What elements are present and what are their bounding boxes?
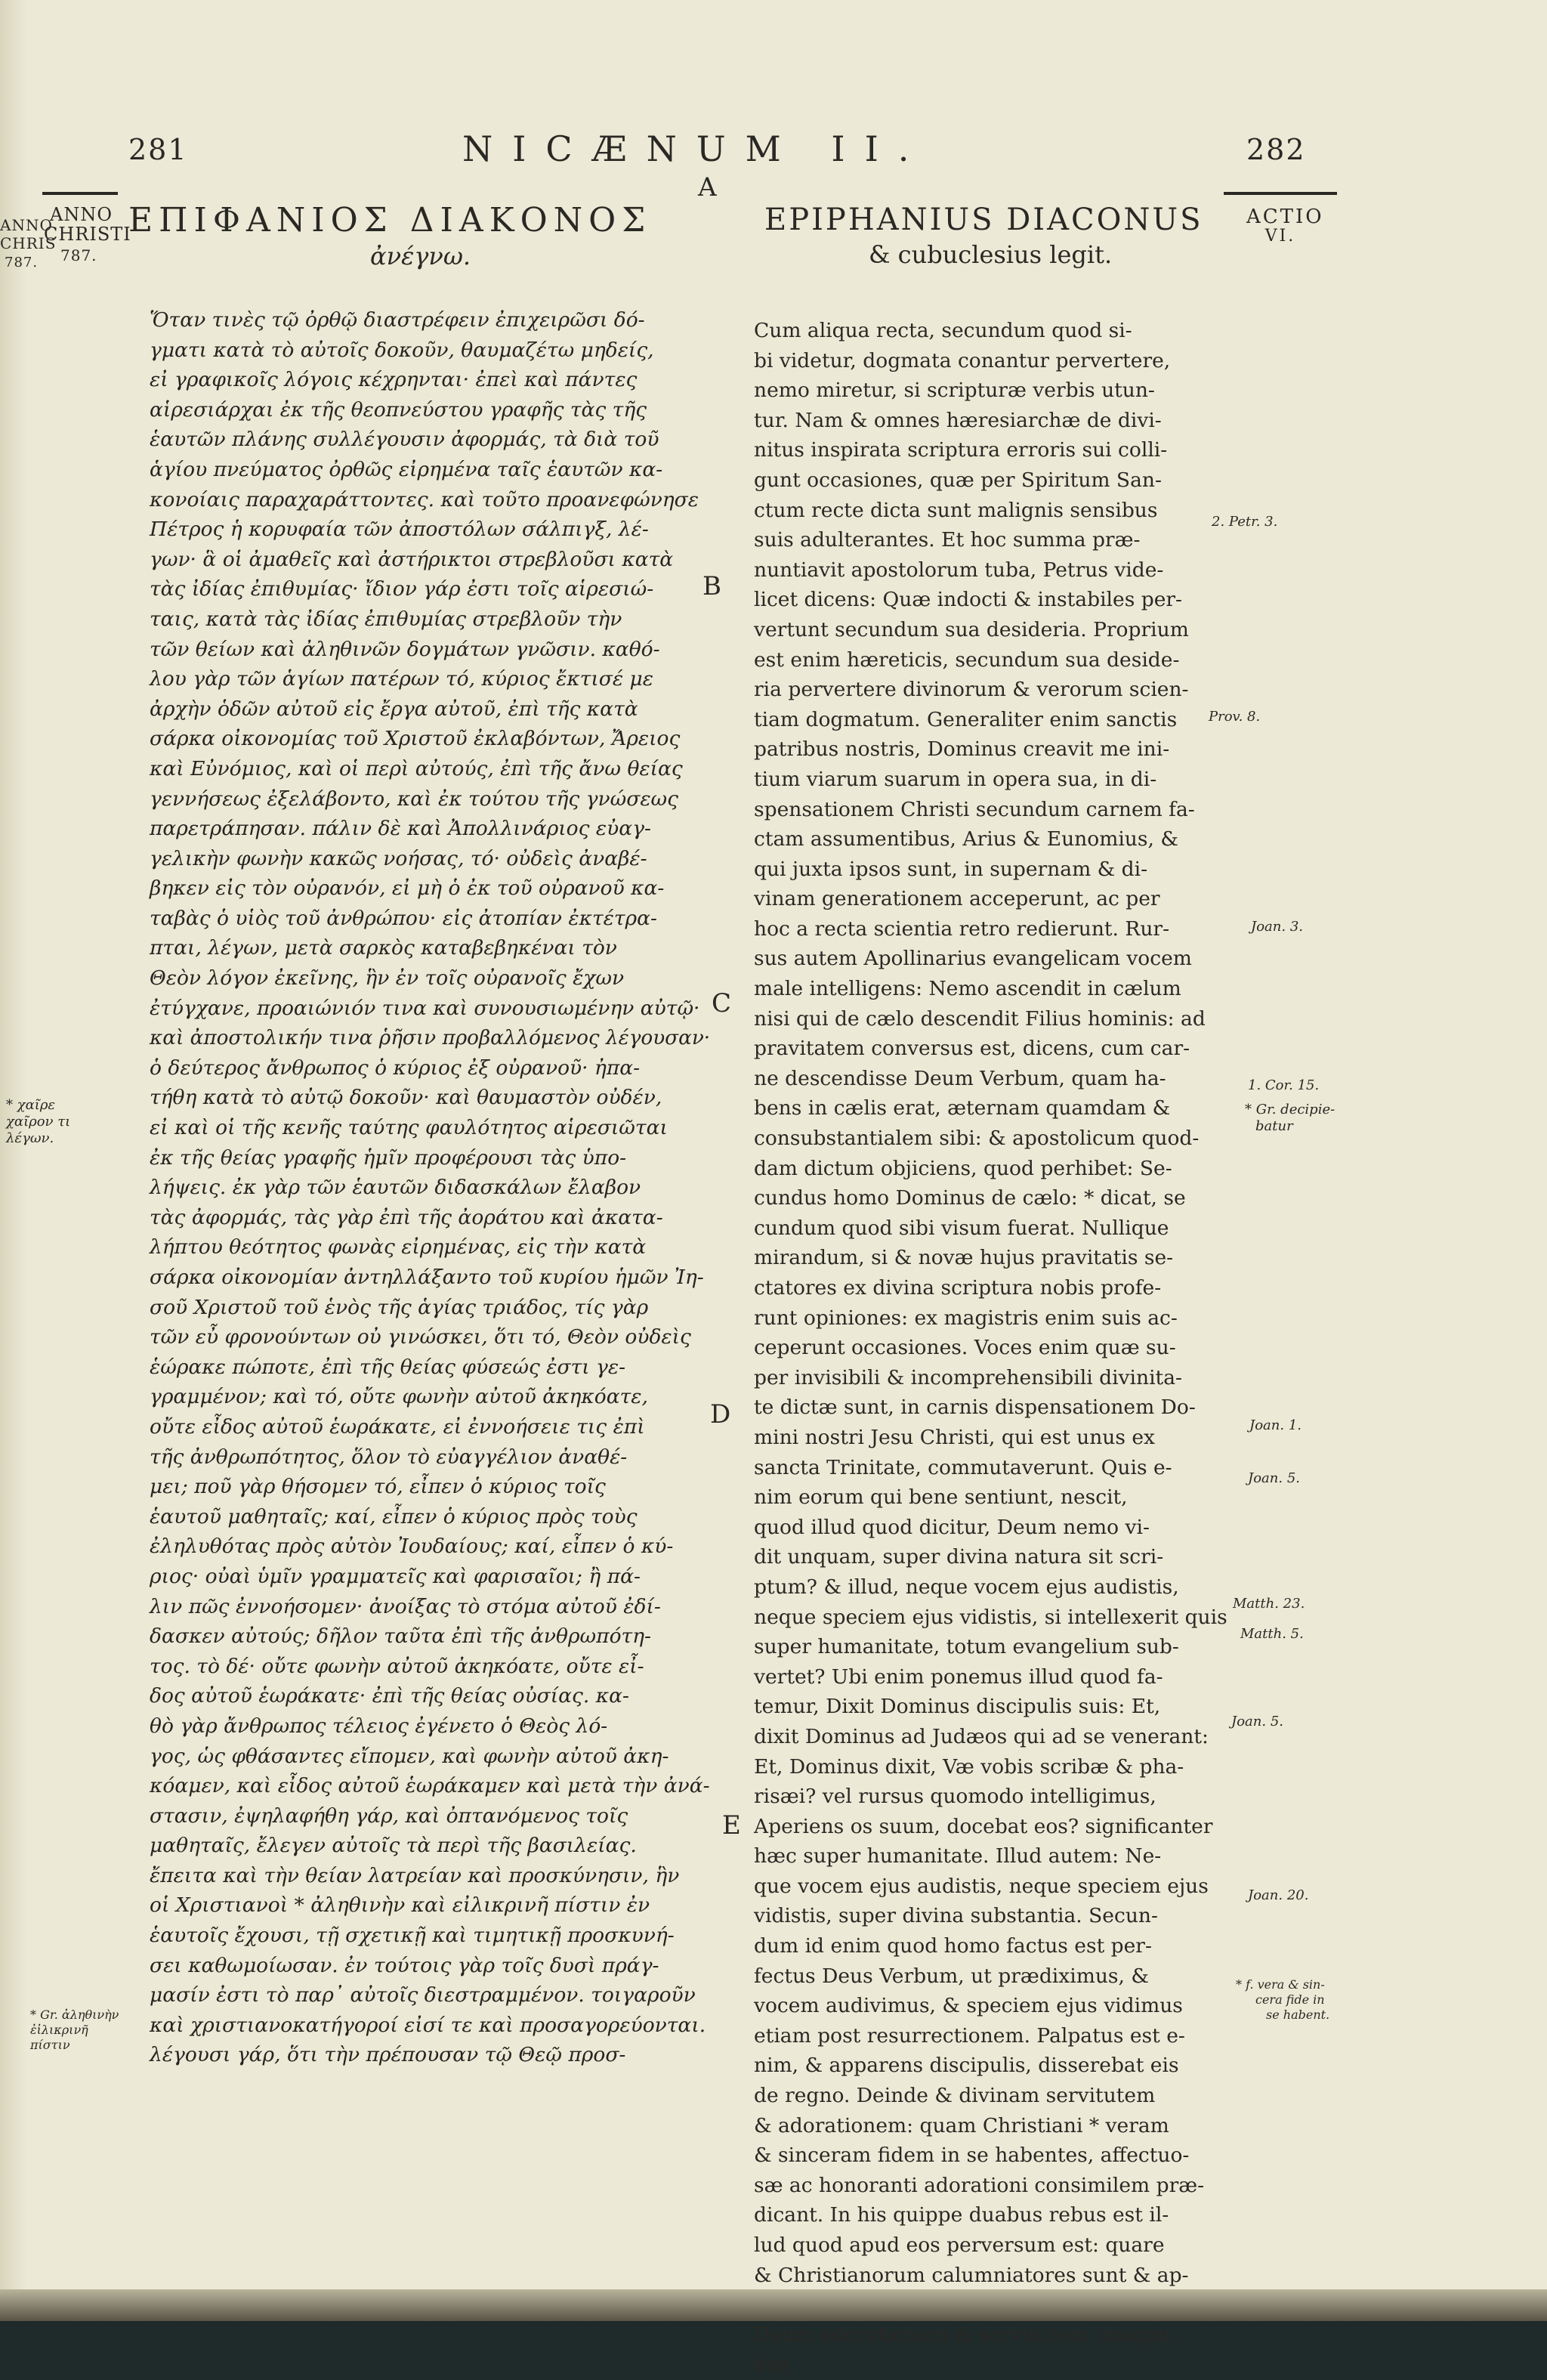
greek-text-line: σει καθωμοίωσαν. ἐν τούτοις γὰρ τοῖς δυσὶ πράγ-: [150, 1953, 659, 1977]
greek-text-line: οὔτε εἶδος αὐτοῦ ἑωράκατε, εἰ ἐννοήσειε τις ἐπὶ: [150, 1414, 645, 1439]
latin-text-line: Deum adorationem & servitutem imagini-: [754, 2323, 1178, 2347]
greek-text-line: Θεὸν λόγον ἐκεῖνης, ἣν ἐν τοῖς οὐρανοῖς ἔχων: [150, 966, 625, 991]
latin-text-line: gunt occasiones, quæ per Spiritum San-: [754, 468, 1162, 492]
greek-text-line: ἐληλυθότας πρὸς αὐτὸν Ἰουδαίους; καί, εἶπεν ὁ κύ-: [150, 1535, 674, 1559]
margin-ref: Joan. 5.: [1231, 1714, 1283, 1729]
running-title: NICÆNUM II.: [462, 128, 929, 169]
latin-text-line: dixit Dominus ad Judæos qui ad se venerant:: [754, 1724, 1209, 1748]
latin-heading-subtitle: & cubuclesius legit.: [869, 240, 1113, 269]
gutter-year: 787.: [5, 255, 39, 270]
greek-text-line: λου γὰρ τῶν ἁγίων πατέρων τό, κύριος ἔκτισέ με: [150, 667, 653, 691]
greek-text-line: σάρκα οἰκονομίαν ἀντηλλάξαντο τοῦ κυρίου ἡμῶν Ἰη-: [150, 1266, 704, 1289]
greek-text-line: βηκεν εἰς τὸν οὐρανόν, εἰ μὴ ὁ ἐκ τοῦ οὐρανοῦ κα-: [150, 876, 665, 901]
latin-text-line: fectus Deus Verbum, ut prædiximus, &: [754, 1964, 1149, 1988]
greek-text-line: γος, ὡς φθάσαντες εἴπομεν, καὶ φωνὴν αὐτοῦ ἀκη-: [150, 1744, 669, 1768]
greek-text-line: σάρκα οἰκονομίας τοῦ Χριστοῦ ἐκλαβόντων, Ἄρειος: [150, 727, 681, 751]
greek-text-line: ἀρχὴν ὁδῶν αὐτοῦ εἰς ἔργα αὐτοῦ, ἐπὶ τῆς κατὰ: [150, 697, 638, 721]
header-rule-left: [42, 192, 118, 195]
greek-text-line: ταις, κατὰ τὰς ἰδίας ἐπιθυμίας στρεβλοῦν τὴν: [150, 607, 622, 631]
greek-text-line: λήψεις. ἐκ γὰρ τῶν ἑαυτῶν διδασκάλων ἔλαβον: [150, 1176, 641, 1200]
margin-ref: Matth. 23.: [1233, 1596, 1305, 1612]
actio-label: ACTIO: [1246, 206, 1324, 228]
greek-text-column: [150, 305, 715, 2070]
section-marker-b: B: [702, 571, 721, 601]
binding-gutter: [0, 0, 27, 2321]
margin-note-chaire-1: * χαῖρε: [6, 1097, 56, 1113]
latin-text-line: nemo miretur, si scripturæ verbis utun-: [754, 379, 1155, 403]
greek-text-line: ἁγίου πνεύματος ὀρθῶς εἰρημένα ταῖς ἑαυτῶν κα-: [150, 457, 663, 481]
greek-text-line: γελικὴν φωνὴν κακῶς νοήσας, τό· οὐδεὶς ἀναβέ-: [150, 846, 647, 870]
greek-text-line: τῶν θείων καὶ ἀληθινῶν δογμάτων γνῶσιν. καθό-: [150, 637, 660, 661]
margin-note-chaire-3: λέγων.: [6, 1130, 54, 1146]
latin-text-line: nim, & apparens discipulis, disserebat eis: [754, 2054, 1179, 2078]
greek-text-line: εἰ γραφικοῖς λόγοις κέχρηνται· ἐπεὶ καὶ πάντες: [150, 368, 638, 392]
greek-text-line: ἑαυτῶν πλάνης συλλέγουσιν ἀφορμάς, τὰ διὰ τοῦ: [150, 428, 659, 452]
greek-text-line: καὶ ἀποστολικήν τινα ῥῆσιν προβαλλόμενος λέγουσαν·: [150, 1026, 711, 1050]
latin-text-line: dam dictum objiciens, quod perhibet: Se-: [754, 1156, 1172, 1180]
margin-note-gr-1: * Gr. ἀληθινὴν: [30, 2008, 119, 2022]
section-marker-a: A: [698, 172, 717, 202]
latin-text-line: dit unquam, super divina natura sit scri-: [754, 1545, 1164, 1569]
latin-text-line: ctum recte dicta sunt malignis sensibus: [754, 498, 1158, 522]
latin-text-line: neque speciem ejus vidistis, si intellexerit quis: [754, 1605, 1227, 1629]
gutter-christi: CHRIS: [0, 234, 57, 252]
latin-text-line: super humanitate, totum evangelium sub-: [754, 1635, 1179, 1659]
latin-text-line: dicant. In his quippe duabus rebus est il-: [754, 2203, 1169, 2227]
greek-text-line: κόαμεν, καὶ εἶδος αὐτοῦ ἑωράκαμεν καὶ μετὰ τὴν ἀνά-: [150, 1774, 710, 1798]
latin-text-line: dum id enim quod homo factus est per-: [754, 1934, 1152, 1958]
greek-text-line: τὰς ἰδίας ἐπιθυμίας· ἴδιον γάρ ἐστι τοῖς αἱρεσιώ-: [150, 577, 654, 601]
greek-text-line: αἱρεσιάρχαι ἐκ τῆς θεοπνεύστου γραφῆς τὰς τῆς: [150, 397, 647, 422]
margin-ref: * Gr. decipie-: [1245, 1102, 1335, 1117]
latin-text-line: vidistis, super divina substantia. Secun-: [754, 1904, 1158, 1928]
latin-text-line: consubstantialem sibi: & apostolicum quod-: [754, 1127, 1200, 1151]
latin-text-line: Cum aliqua recta, secundum quod si-: [754, 319, 1132, 342]
margin-ref: Joan. 3.: [1251, 919, 1303, 935]
greek-text-line: τος. τὸ δέ· οὔτε φωνὴν αὐτοῦ ἀκηκόατε, οὔτε εἶ-: [150, 1654, 644, 1678]
greek-text-line: κονοίαις παραχαράττοντες. καὶ τοῦτο προανεφώνησε: [150, 487, 699, 512]
greek-text-line: παρετράπησαν. πάλιν δὲ καὶ Ἀπολλινάριος εὐαγ-: [150, 817, 651, 841]
greek-text-line: λήπτου θεότητος φωνὰς εἰρημένας, εἰς τὴν κατὰ: [150, 1235, 647, 1260]
greek-text-line: Ὅταν τινὲς τῷ ὀρθῷ διαστρέφειν ἐπιχειρῶσι δό-: [150, 308, 645, 332]
greek-text-line: δος αὐτοῦ ἑωράκατε· ἐπὶ τῆς θείας οὐσίας. κα-: [150, 1684, 629, 1708]
latin-text-line: ria pervertere divinorum & verorum scien-: [754, 678, 1189, 702]
greek-text-line: καὶ Εὐνόμιος, καὶ οἱ περὶ αὐτούς, ἐπὶ τῆς ἄνω θείας: [150, 756, 683, 780]
latin-text-line: patribus nostris, Dominus creavit me ini-: [754, 737, 1170, 762]
section-marker-d: D: [710, 1399, 731, 1430]
latin-text-line: vertet? Ubi enim ponemus illud quod fa-: [754, 1664, 1163, 1689]
latin-text-line: spensationem Christi secundum carnem fa-: [754, 797, 1195, 821]
greek-text-line: ἑαυτοῦ μαθηταῖς; καί, εἶπεν ὁ κύριος πρὸς τοὺς: [150, 1504, 638, 1528]
greek-text-line: μαθηταῖς, ἔλεγεν αὐτοῖς τὰ περὶ τῆς βασιλείας.: [150, 1834, 637, 1858]
margin-ref: * f. vera & sin-: [1236, 1977, 1325, 1992]
gutter-anno: ANNO: [0, 216, 53, 234]
scan-bottom-edge: [0, 2289, 1547, 2321]
greek-text-line: ἑαυτοῖς ἔχουσι, τῇ σχετικῇ καὶ τιμητικῇ προσκυνή-: [150, 1924, 675, 1948]
latin-text-line: ceperunt occasiones. Voces enim quæ su-: [754, 1336, 1176, 1360]
latin-text-line: Et, Dominus dixit, Væ vobis scribæ & pha-: [754, 1754, 1184, 1779]
greek-text-line: γων· ἃ οἱ ἀμαθεῖς καὶ ἀστήρικτοι στρεβλοῦσι κατὰ: [150, 547, 674, 571]
greek-text-line: μει; ποῦ γὰρ θήσομεν τό, εἶπεν ὁ κύριος τοῖς: [150, 1475, 606, 1499]
greek-text-line: ἑώρακε πώποτε, ἐπὶ τῆς θείας φύσεώς ἐστι γε-: [150, 1355, 626, 1379]
latin-text-line: nisi qui de cælo descendit Filius hominis: ad: [754, 1006, 1206, 1031]
latin-heading-title: EPIPHANIUS DIACONUS: [764, 202, 1203, 237]
latin-text-line: & Christianorum calumniatores sunt & ap-: [754, 2263, 1189, 2287]
latin-text-line: vocem audivimus, & speciem ejus vidimus: [754, 1994, 1183, 2018]
greek-text-line: οἱ Χριστιανοὶ * ἀληθινὴν καὶ εἰλικρινῆ πίστιν ἐν: [150, 1893, 650, 1918]
latin-text-line: & sinceram fidem in se habentes, affectuo-: [754, 2144, 1190, 2168]
christi-label: CHRISTI: [44, 224, 131, 245]
greek-text-line: ριος· οὐαὶ ὑμῖν γραμματεῖς καὶ φαρισαῖοι; ἢ πά-: [150, 1564, 641, 1588]
greek-text-line: εἰ καὶ οἱ τῆς κενῆς ταύτης φαυλότητος αἱρεσιῶται: [150, 1116, 668, 1140]
latin-text-line: nuntiavit apostolorum tuba, Petrus vide-: [754, 558, 1164, 582]
latin-text-line: qui juxta ipsos sunt, in supernam & di-: [754, 857, 1148, 881]
latin-text-line: risæi? vel rursus quomodo intelligimus,: [754, 1785, 1156, 1809]
greek-text-line: γεννήσεως ἐξελάβοντο, καὶ ἐκ τούτου τῆς γνώσεως: [150, 787, 679, 811]
page-number-left: 281: [128, 133, 188, 166]
latin-text-line: mirandum, si & novæ hujus pravitatis se-: [754, 1246, 1174, 1270]
header-rule-right: [1224, 192, 1337, 195]
margin-note-chaire-2: χαῖρον τι: [6, 1114, 71, 1130]
latin-text-line: nitus inspirata scriptura erroris sui colli-: [754, 438, 1168, 462]
actio-number: VI.: [1264, 227, 1296, 246]
greek-text-line: τήθη κατὰ τὸ αὐτῷ δοκοῦν· καὶ θαυμαστὸν οὐδέν,: [150, 1086, 662, 1110]
greek-text-line: ἐκ τῆς θείας γραφῆς ἡμῖν προφέρουσι τὰς ὑπο-: [150, 1145, 627, 1170]
latin-text-line: bus: [754, 2353, 790, 2377]
greek-heading-subtitle: ἀνέγνω.: [370, 242, 471, 270]
greek-text-line: γματι κατὰ τὸ αὐτοῖς δοκοῦν, θαυμαζέτω μηδείς,: [150, 338, 654, 362]
latin-text-line: est enim hæreticis, secundum sua deside-: [754, 648, 1180, 672]
greek-heading-title: ΕΠΙΦΑΝΙΟΣ ΔΙΑΚΟΝΟΣ: [128, 201, 652, 240]
latin-text-line: bens in cælis erat, æternam quamdam &: [754, 1096, 1171, 1120]
latin-text-line: runt opiniones: ex magistris enim suis ac-: [754, 1306, 1178, 1330]
latin-text-line: ctatores ex divina scriptura nobis profe-: [754, 1276, 1162, 1300]
page-number-right: 282: [1246, 133, 1306, 166]
latin-text-line: etiam post resurrectionem. Palpatus est e-: [754, 2023, 1185, 2048]
greek-text-line: γραμμένον; καὶ τό, οὔτε φωνὴν αὐτοῦ ἀκηκόατε,: [150, 1385, 648, 1409]
latin-text-line: & adorationem: quam Christiani * veram: [754, 2113, 1169, 2137]
latin-text-line: cundus homo Dominus de cælo: * dicat, se: [754, 1186, 1186, 1210]
latin-text-line: per invisibili & incomprehensibili divinita-: [754, 1365, 1182, 1389]
greek-text-line: τῶν εὖ φρονούντων οὐ γινώσκει, ὅτι τό, Θεὸν οὐδεὶς: [150, 1325, 691, 1349]
section-marker-e: E: [722, 1810, 741, 1841]
greek-text-line: ταβὰς ὁ υἱὸς τοῦ ἀνθρώπου· εἰς ἀτοπίαν ἐκτέτρα-: [150, 906, 657, 930]
greek-text-line: πται, λέγων, μετὰ σαρκὸς καταβεβηκέναι τὸν: [150, 936, 617, 960]
latin-text-line: bi videtur, dogmata conantur pervertere,: [754, 348, 1171, 372]
greek-text-line: Πέτρος ἡ κορυφαία τῶν ἀποστόλων σάλπιγξ, λέ-: [150, 518, 649, 542]
latin-text-line: te dictæ sunt, in carnis dispensationem Do-: [754, 1396, 1196, 1420]
margin-ref: Joan. 5.: [1248, 1470, 1300, 1486]
greek-text-line: μασίν ἐστι τὸ παρ᾽ αὐτοῖς διεστραμμένον. τοιγαροῦν: [150, 1983, 696, 2008]
latin-text-line: nim eorum qui bene sentiunt, nescit,: [754, 1485, 1128, 1510]
greek-text-line: τῆς ἀνθρωπότητος, ὅλον τὸ εὐαγγέλιον ἀναθέ-: [150, 1445, 628, 1469]
margin-ref: 1. Cor. 15.: [1248, 1077, 1320, 1093]
greek-text-line: ὁ δεύτερος ἄνθρωπος ὁ κύριος ἐξ οὐρανοῦ· ἠπα-: [150, 1056, 641, 1080]
latin-text-line: pravitatem conversus est, dicens, cum car-: [754, 1037, 1190, 1061]
greek-text-line: τὰς ἀφορμάς, τὰς γὰρ ἐπὶ τῆς ἀοράτου καὶ ἀκατα-: [150, 1205, 663, 1229]
margin-ref: Joan. 1.: [1249, 1417, 1302, 1433]
latin-text-line: sus autem Apollinarius evangelicam vocem: [754, 947, 1192, 971]
margin-ref: cera fide in: [1255, 1992, 1325, 2007]
greek-text-line: ἔπειτα καὶ τὴν θείαν λατρείαν καὶ προσκύνησιν, ἣν: [150, 1863, 680, 1887]
latin-text-line: vertunt secundum sua desideria. Proprium: [754, 617, 1189, 641]
latin-text-line: de regno. Deinde & divinam servitutem: [754, 2084, 1156, 2108]
latin-text-line: hæc super humanitate. Illud autem: Ne-: [754, 1844, 1162, 1868]
margin-ref: Joan. 20.: [1248, 1887, 1309, 1903]
latin-text-line: ne descendisse Deum Verbum, quam ha-: [754, 1066, 1166, 1090]
section-marker-c: C: [712, 988, 732, 1018]
latin-text-line: tur. Nam & omnes hæresiarchæ de divi-: [754, 408, 1162, 432]
latin-text-column: [754, 316, 1227, 2380]
margin-ref: Prov. 8.: [1209, 709, 1261, 725]
latin-text-line: lud quod apud eos perversum est: quare: [754, 2233, 1165, 2257]
latin-text-line: suis adulterantes. Et hoc summa præ-: [754, 528, 1141, 552]
latin-text-line: ctam assumentibus, Arius & Eunomius, &: [754, 827, 1178, 852]
latin-text-line: mini nostri Jesu Christi, qui est unus ex: [754, 1425, 1155, 1449]
latin-text-line: sancta Trinitate, commutaverunt. Quis e-: [754, 1455, 1172, 1479]
latin-text-line: tiam dogmatum. Generaliter enim sanctis: [754, 707, 1178, 731]
greek-text-line: λέγουσι γάρ, ὅτι τὴν πρέπουσαν τῷ Θεῷ προσ-: [150, 2043, 626, 2067]
margin-ref: se habent.: [1266, 2008, 1330, 2022]
year-label: 787.: [60, 246, 97, 264]
margin-note-gr-3: πίστιν: [30, 2038, 70, 2052]
margin-ref: Matth. 5.: [1240, 1626, 1304, 1642]
latin-text-line: hoc a recta scientia retro redierunt. Rur-: [754, 916, 1170, 941]
anno-label: ANNO: [50, 204, 113, 225]
margin-note-gr-2: ἐἰλικρινῆ: [30, 2023, 88, 2037]
latin-text-line: cundum quod sibi visum fuerat. Nullique: [754, 1216, 1169, 1240]
latin-text-line: licet dicens: Quæ indocti & instabiles per-: [754, 588, 1182, 612]
greek-text-line: σοῦ Χριστοῦ τοῦ ἑνὸς τῆς ἁγίας τριάδος, τίς γὰρ: [150, 1295, 649, 1319]
margin-ref: 2. Petr. 3.: [1212, 514, 1278, 530]
latin-text-line: quod illud quod dicitur, Deum nemo vi-: [754, 1515, 1150, 1539]
greek-text-line: ἐτύγχανε, προαιώνιόν τινα καὶ συνουσιωμένην αὐτῷ·: [150, 996, 700, 1020]
latin-text-line: que vocem ejus audistis, neque speciem ejus: [754, 1874, 1209, 1898]
latin-text-line: vinam generationem acceperunt, ac per: [754, 887, 1160, 911]
margin-ref: batur: [1255, 1118, 1293, 1134]
greek-text-line: στασιν, ἐψηλαφήθη γάρ, καὶ ὀπτανόμενος τοῖς: [150, 1804, 628, 1828]
latin-text-line: temur, Dixit Dominus discipulis suis: Et,: [754, 1695, 1161, 1719]
greek-text-line: λιν πῶς ἐννοήσομεν· ἀνοίξας τὸ στόμα αὐτοῦ ἐδί-: [150, 1594, 661, 1618]
greek-text-line: θὸ γὰρ ἄνθρωπος τέλειος ἐγένετο ὁ Θεὸς λό-: [150, 1714, 608, 1738]
latin-text-line: sæ ac honoranti adorationi consimilem præ-: [754, 2173, 1205, 2197]
latin-text-line: male intelligens: Nemo ascendit in cælum: [754, 977, 1181, 1001]
greek-text-line: καὶ χριστιανοκατήγοροί εἰσί τε καὶ προσαγορεύονται.: [150, 2013, 706, 2037]
greek-text-line: δασκεν αὐτούς; δῆλον ταῦτα ἐπὶ τῆς ἀνθρωπότη-: [150, 1624, 652, 1649]
latin-text-line: tium viarum suarum in opera sua, in di-: [754, 767, 1157, 791]
latin-text-line: Aperiens os suum, docebat eos? significanter: [754, 1814, 1213, 1838]
latin-text-line: ptum? & illud, neque vocem ejus audistis,: [754, 1575, 1179, 1599]
